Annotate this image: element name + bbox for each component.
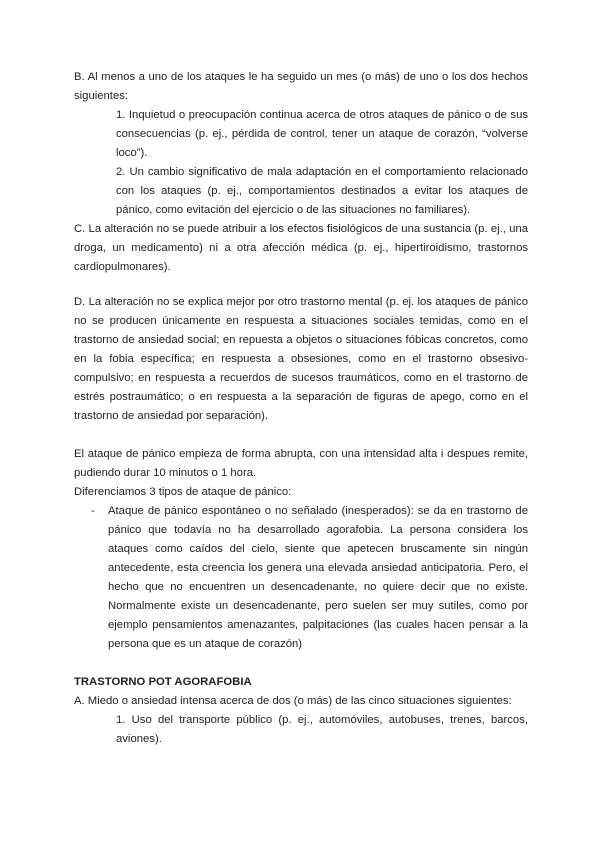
criterion-b-item-2: 2. Un cambio significativo de mala adaptación en el comportamiento relacionado con los ataques (p. ej., comportamientos destinados a evitar los ataques de pánico, como evitación del ejercicio o de las situaciones no familiares). bbox=[116, 166, 528, 216]
agoraphobia-item-1: 1. Uso del transporte público (p. ej., automóviles, autobuses, trenes, barcos, aviones). bbox=[116, 714, 528, 745]
panic-description: El ataque de pánico empieza de forma abrupta, con una intensidad alta i despues remite, pudiendo durar 10 minutos o 1 hora. bbox=[74, 448, 528, 479]
document-body bbox=[74, 68, 528, 749]
agoraphobia-criterion-a: A. Miedo o ansiedad intensa acerca de dos (o más) de las cinco situaciones siguientes: bbox=[74, 695, 512, 707]
panic-type-text: Ataque de pánico espontáneo o no señalado (inesperados): se da en trastorno de pánico que todavía no ha desarrollado agorafobia. La persona considera los ataques como caídos del cielo, siente que apetecen bruscamente sin ningún antecedente, esta creencia los genera una elevada ansiedad anticipatoria. Pero, el hecho que no encuentren un desencadenante, no quiere decir que no existe. Normalmente existe un desencadenante, pero suelen ser muy sutiles, como por ejemplo pensamientos amenazantes, palpitaciones (las cuales hacen pensar a la persona que es un ataque de corazón) bbox=[108, 505, 528, 650]
criterion-b-item-1: 1. Inquietud o preocupación continua acerca de otros ataques de pánico o de sus consecuencias (p. ej., pérdida de control, tener un ataque de corazón, “volverse loco”). bbox=[116, 109, 528, 159]
paragraph-gap bbox=[74, 426, 528, 445]
section-heading: TRASTORNO POT AGORAFOBIA bbox=[74, 676, 252, 688]
types-intro: Diferenciamos 3 tipos de ataque de pánico: bbox=[74, 486, 292, 498]
bullet-dash: - bbox=[91, 505, 95, 517]
paragraph-gap bbox=[74, 277, 528, 293]
criterion-c: C. La alteración no se puede atribuir a los efectos fisiológicos de una sustancia (p. ej., una droga, un medicamento) ni a otra afección médica (p. ej., hipertiroidismo, trastornos cardiopulmonares). bbox=[74, 223, 528, 273]
criterion-d: D. La alteración no se explica mejor por otro trastorno mental (p. ej. los ataques de pánico no se producen únicamente en respuesta a situaciones sociales temidas, como en el trastorno de ansiedad social; en repuesta a objetos o situaciones fóbicas concretos, como en la fobia específica; en respuesta a obsesiones, como en el trastorno obsesivo-compulsivo; en respuesta a recuerdos de sucesos traumáticos, como en el trastorno de estrés postraumático; o en respuesta a la separación de figuras de apego, como en el trastorno de ansiedad por separación). bbox=[74, 296, 528, 422]
panic-type-item bbox=[74, 502, 528, 654]
criterion-b-intro: B. Al menos a uno de los ataques le ha seguido un mes (o más) de uno o los dos hechos siguientes: bbox=[74, 71, 528, 102]
paragraph-gap bbox=[74, 654, 528, 673]
